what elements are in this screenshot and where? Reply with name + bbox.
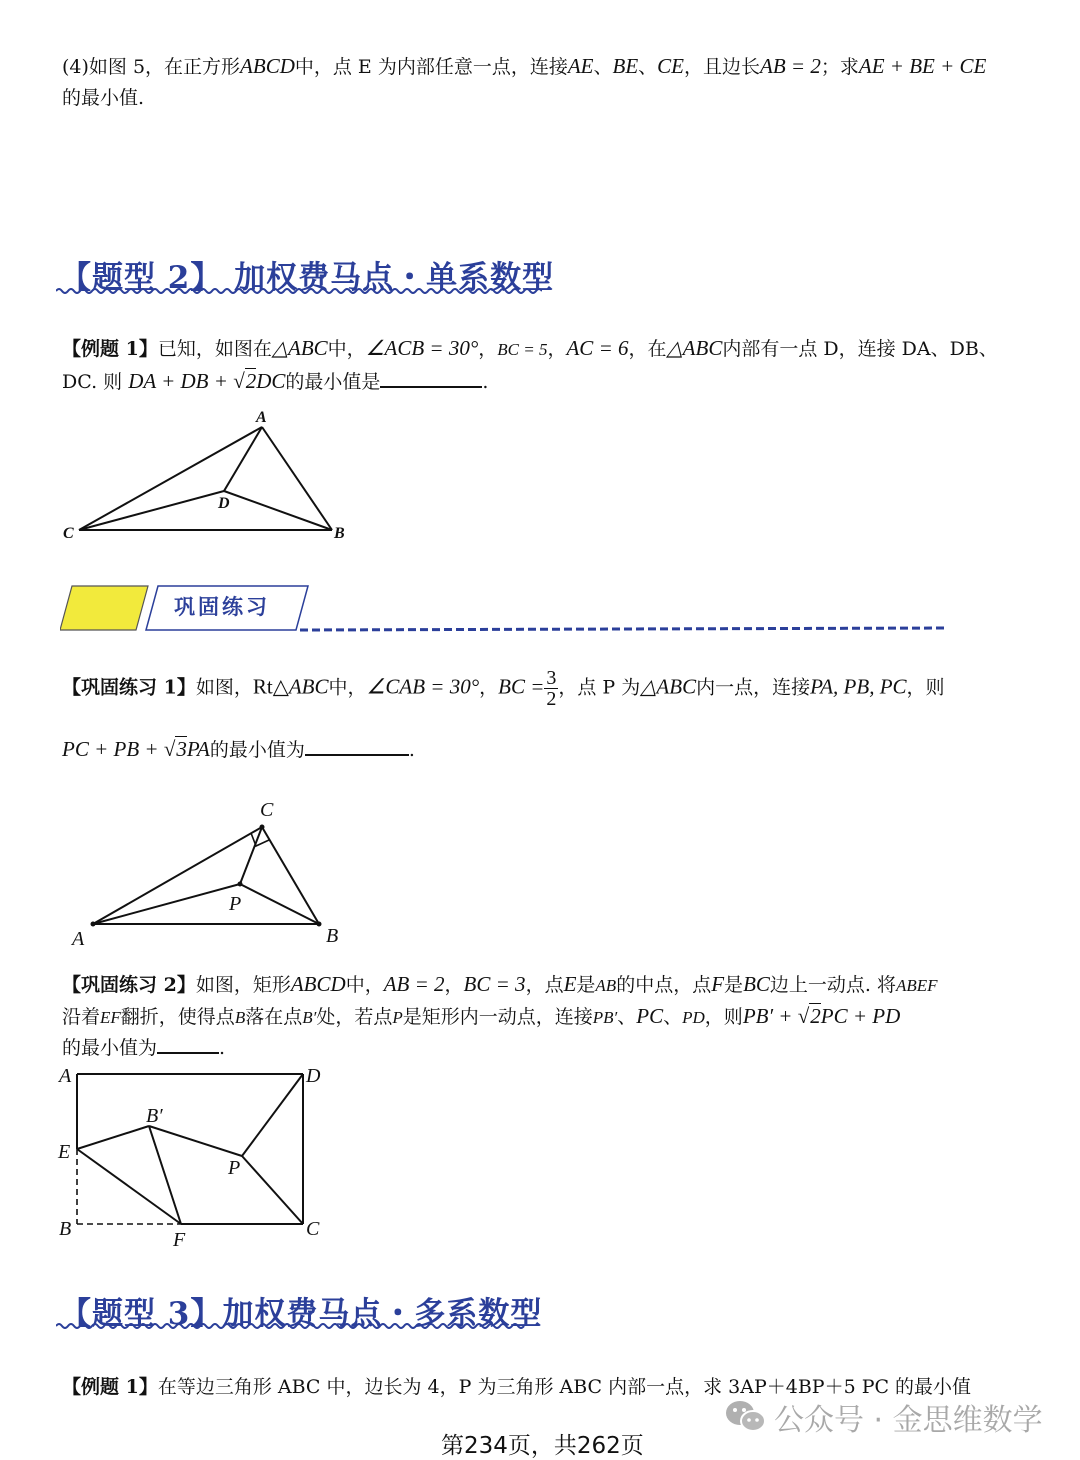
- example-1-line-2: [62, 365, 488, 398]
- text: 的最小值为: [62, 1037, 158, 1059]
- answer-blank[interactable]: [380, 366, 482, 388]
- math: EF: [100, 1008, 121, 1027]
- practice-label: 【巩固练习 1】: [62, 676, 196, 699]
- figure-right-triangle-p: [60, 790, 360, 950]
- text: 处，若点: [316, 1006, 393, 1028]
- math: PC + PD: [820, 1004, 901, 1028]
- text: ；求: [820, 56, 859, 78]
- math: E: [563, 972, 577, 996]
- label-b-prime: B′: [146, 1105, 163, 1127]
- answer-blank[interactable]: [305, 734, 409, 756]
- sqrt-sign: √: [797, 1004, 810, 1028]
- text: .: [482, 371, 489, 393]
- text: 中，: [345, 974, 384, 996]
- math: AE: [567, 54, 594, 78]
- math: F: [711, 972, 725, 996]
- text: ，: [478, 338, 498, 360]
- text: ，点: [525, 974, 564, 996]
- math: PB′: [592, 1008, 618, 1027]
- math: Rt△: [252, 674, 289, 699]
- math: BC = 5: [497, 340, 548, 359]
- text: ，则: [906, 676, 945, 699]
- section-heading-2: 【题型 2】 加权费马点・单系数型: [60, 260, 555, 296]
- label-b: B: [326, 925, 339, 947]
- text: ，在: [628, 338, 667, 360]
- math: CE: [657, 54, 685, 78]
- label-b: B: [59, 1218, 72, 1240]
- math: AE + BE + CE: [858, 54, 987, 78]
- text: 、: [638, 56, 658, 78]
- text: 、: [663, 1006, 683, 1028]
- text: 落在点: [245, 1006, 303, 1028]
- radicand: 3: [176, 737, 187, 761]
- page-number: 第234页，共262页: [441, 1433, 644, 1459]
- math: AB = 2: [760, 54, 821, 78]
- practice-1-line-1: [62, 668, 945, 709]
- text: ，且边长: [684, 56, 761, 78]
- math: PC + PB +: [62, 737, 164, 761]
- text: (4)如图 5，在正方形: [62, 56, 241, 78]
- text: 边上一动点. 将: [769, 974, 896, 996]
- figure-rectangle-fold: [50, 1060, 350, 1250]
- math: PD: [682, 1008, 705, 1027]
- text: 的最小值为: [209, 739, 305, 761]
- label-d: D: [218, 495, 230, 512]
- radicand: 2: [810, 1004, 821, 1028]
- problem-4-line-2: 的最小值.: [62, 87, 145, 109]
- math: BC =: [498, 674, 545, 699]
- math: △ABC: [271, 336, 328, 360]
- math: AC = 6: [566, 336, 629, 360]
- text: ，: [547, 338, 567, 360]
- label-c: C: [260, 799, 274, 821]
- label-e: E: [58, 1141, 71, 1163]
- numerator: 3: [546, 667, 557, 689]
- watermark-text: 公众号 · 金思维数学: [774, 1403, 1043, 1438]
- sqrt-expression: [233, 368, 256, 393]
- yellow-parallelogram: [60, 586, 148, 630]
- math: AB = 2: [383, 972, 445, 996]
- math: PB′ +: [742, 1004, 798, 1028]
- text: 是矩形内一动点，连接: [402, 1006, 593, 1028]
- math: P: [392, 1008, 403, 1027]
- math: DA + DB +: [128, 369, 234, 393]
- label-a: A: [59, 1065, 72, 1087]
- practice-label: 【巩固练习 2】: [62, 974, 196, 996]
- math: B: [234, 1008, 246, 1027]
- label-d: D: [306, 1065, 321, 1087]
- label-a: A: [256, 409, 267, 426]
- math: PA, PB, PC: [810, 674, 907, 699]
- example-label: 【例题 1】: [62, 338, 158, 360]
- math: ABEF: [896, 976, 938, 995]
- label-f: F: [173, 1229, 186, 1250]
- watermark: [724, 1395, 1043, 1439]
- text: 如图，: [195, 676, 253, 699]
- math: B′: [302, 1008, 317, 1027]
- section-heading-3: 【题型 3】加权费马点・多系数型: [60, 1296, 543, 1332]
- example-label: 【例题 1】: [62, 1376, 158, 1398]
- wavy-underline: [56, 287, 542, 295]
- text: DC. 则: [62, 371, 123, 393]
- text: 沿着: [62, 1006, 101, 1028]
- sqrt-expression: [798, 1003, 821, 1028]
- text: 在等边三角形 ABC 中，边长为 4，P 为三角形 ABC 内部一点，求 3AP＋4BP＋5 PC 的最小值: [157, 1376, 972, 1398]
- text: 、: [593, 56, 613, 78]
- dashed-rule: [300, 628, 946, 630]
- math: AB: [595, 976, 617, 995]
- practice-2-line-2: [62, 1000, 900, 1034]
- label-p: P: [228, 1157, 241, 1179]
- text: 、: [617, 1006, 637, 1028]
- example-1-line-1: [62, 332, 998, 366]
- answer-blank[interactable]: [157, 1032, 219, 1054]
- text: 如图，矩形: [195, 974, 291, 996]
- figure-triangle-abc-d: [50, 400, 370, 550]
- text: 中，: [328, 676, 367, 699]
- math: DC: [256, 369, 286, 393]
- text: 是: [576, 974, 596, 996]
- text: ，点 P 为: [558, 676, 641, 699]
- fraction: [544, 668, 558, 709]
- text: ，: [444, 974, 464, 996]
- label-b: B: [334, 525, 345, 542]
- label-p: P: [229, 893, 242, 915]
- practice-banner-title: 巩固练习: [174, 595, 270, 619]
- math: △ABC: [640, 674, 697, 699]
- sqrt-sign: √: [163, 737, 176, 761]
- math: PA: [186, 737, 210, 761]
- label-c: C: [306, 1218, 320, 1240]
- radicand: 2: [245, 369, 257, 393]
- label-a: A: [72, 928, 85, 950]
- text: 内一点，连接: [696, 676, 811, 699]
- math: BC: [743, 972, 770, 996]
- text: ，: [479, 676, 499, 699]
- text: 中，: [327, 338, 366, 360]
- sqrt-expression: [164, 736, 187, 761]
- math: ∠ACB = 30°: [365, 336, 479, 360]
- label-c: C: [63, 525, 74, 542]
- math: BE: [612, 54, 639, 78]
- math: ∠CAB = 30°: [366, 674, 480, 699]
- wechat-icon: [724, 1399, 768, 1435]
- math: △ABC: [666, 336, 723, 360]
- practice-2-line-1: [62, 968, 938, 1002]
- math: ABCD: [290, 972, 346, 996]
- text: .: [219, 1037, 226, 1059]
- math: ABCD: [240, 54, 295, 78]
- text: ，则: [704, 1006, 743, 1028]
- text: 中，点 E 为内部任意一点，连接: [294, 56, 568, 78]
- math: ABC: [288, 674, 329, 699]
- text: 的最小值是: [285, 371, 381, 393]
- text: 是: [724, 974, 744, 996]
- math: BC = 3: [463, 972, 526, 996]
- text: .: [408, 739, 415, 761]
- wavy-underline: [56, 1322, 526, 1330]
- text: 内部有一点 D，连接 DA、DB、: [722, 338, 998, 360]
- text: 已知，如图在: [157, 338, 272, 360]
- text: 翻折，使得点: [120, 1006, 235, 1028]
- text: 的中点，点: [616, 974, 712, 996]
- sqrt-sign: √: [233, 369, 245, 393]
- denominator: 2: [546, 688, 557, 710]
- math: PC: [636, 1004, 664, 1028]
- practice-1-line-2: [62, 733, 415, 766]
- problem-4-line-1: [62, 50, 986, 83]
